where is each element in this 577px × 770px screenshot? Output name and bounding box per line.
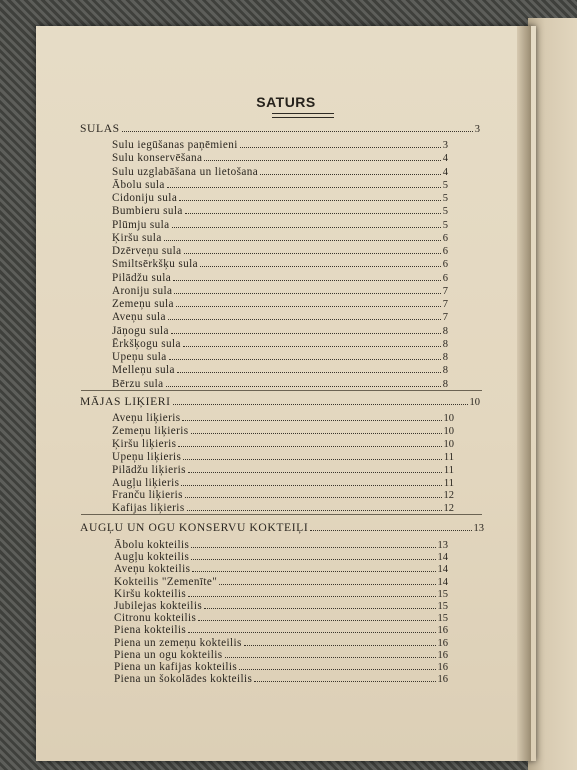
section-separator [81, 514, 482, 515]
dot-leader [198, 619, 435, 621]
dot-leader [185, 496, 442, 498]
entry-label: AUGĻU UN OGU KONSERVU KOKTEIĻI [80, 521, 309, 534]
dot-leader [178, 445, 441, 447]
entry-page-number: 8 [442, 325, 448, 337]
entry-label: Kokteilis "Zemenīte" [114, 575, 218, 588]
entry-label: Ābolu kokteilis [114, 539, 190, 551]
entry-label: Bērzu sula [112, 377, 164, 390]
dot-leader [177, 371, 441, 373]
toc-entry [112, 489, 454, 502]
toc-entry [114, 624, 448, 637]
dot-leader [188, 595, 435, 597]
toc-entry [112, 166, 448, 179]
entry-label: Upeņu liķieris [112, 450, 182, 463]
entry-page-number: 16 [437, 674, 448, 686]
entry-label: Pilādžu sula [112, 271, 172, 284]
book-gutter [517, 26, 531, 761]
entry-page-number: 16 [437, 662, 448, 673]
dot-leader [171, 332, 441, 334]
dot-leader [240, 146, 441, 148]
entry-label: Plūmju sula [112, 218, 170, 231]
entry-label: Aveņu kokteilis [114, 563, 191, 576]
toc-entry [114, 539, 448, 552]
entry-page-number: 11 [443, 451, 454, 463]
entry-page-number: 12 [443, 490, 454, 502]
entry-label: Dzērveņu sula [112, 245, 182, 257]
toc-entry [112, 378, 448, 391]
entry-label: MĀJAS LIĶIERI [80, 395, 171, 408]
toc-entry [112, 139, 448, 152]
dot-leader [179, 199, 441, 201]
entry-label: Piena un ogu kokteilis [114, 648, 223, 661]
entry-page-number: 14 [437, 576, 448, 588]
entry-label: Melleņu sula [112, 364, 175, 377]
dot-leader [172, 226, 441, 228]
toc-entry [112, 325, 448, 338]
entry-label: Piena un kafijas kokteilis [114, 661, 238, 673]
dot-leader [169, 358, 441, 360]
dot-leader [164, 239, 441, 241]
dot-leader [260, 173, 441, 175]
dot-leader [182, 419, 441, 421]
entry-label: Citronu kokteilis [114, 612, 197, 625]
section-heading [80, 396, 480, 409]
toc-entry [112, 464, 454, 477]
dot-leader [191, 558, 435, 560]
toc-entry [112, 311, 448, 324]
book-page [36, 26, 536, 761]
dot-leader [173, 279, 441, 281]
entry-label: Aveņu sula [112, 311, 166, 324]
toc-entry [114, 612, 448, 625]
entry-label: Sulu iegūšanas paņēmieni [112, 139, 238, 151]
entry-label: Zemeņu liķieris [112, 424, 189, 437]
entry-page-number: 11 [443, 464, 454, 476]
entry-label: Ērkšķogu sula [112, 337, 181, 350]
entry-label: Jāņogu sula [112, 324, 169, 337]
dot-leader [254, 680, 435, 682]
dot-leader [174, 292, 440, 294]
entry-page-number: 4 [442, 166, 448, 178]
entry-label: Bumbieru sula [112, 205, 183, 218]
entry-label: Pilādžu liķieris [112, 463, 186, 476]
entry-label: Augļu kokteilis [114, 551, 190, 564]
toc-entry [114, 649, 448, 662]
dot-leader [219, 583, 435, 585]
entry-page-number: 15 [437, 613, 448, 625]
entry-page-number: 7 [442, 312, 448, 324]
entry-label: Upeņu sula [112, 351, 167, 363]
toc-entry [114, 576, 448, 589]
dot-leader [176, 305, 441, 307]
dot-leader [168, 318, 441, 320]
entry-page-number: 5 [442, 179, 448, 191]
toc-entry [114, 673, 448, 686]
entry-page-number: 14 [437, 564, 448, 576]
entry-page-number: 15 [437, 588, 448, 600]
entry-page-number: 10 [443, 413, 454, 424]
toc-entry [112, 285, 448, 298]
toc-entry [112, 351, 448, 364]
toc-entry [112, 477, 454, 490]
toc-entry [112, 338, 448, 351]
toc-entry [112, 272, 448, 285]
dot-leader [192, 570, 435, 572]
toc-entry [112, 179, 448, 192]
entry-page-number: 15 [437, 601, 448, 612]
entry-page-number: 10 [443, 438, 454, 450]
dot-leader [204, 159, 440, 161]
dot-leader [183, 345, 441, 347]
entry-label: Franču liķieris [112, 489, 183, 502]
entry-label: Ķiršu sula [112, 231, 162, 244]
toc-entry [112, 451, 454, 464]
dot-leader [122, 130, 473, 132]
entry-page-number: 5 [442, 206, 448, 218]
entry-page-number: 13 [473, 523, 484, 534]
toc-entry [114, 563, 448, 576]
toc-entry [114, 588, 448, 601]
entry-label: Augļu liķieris [112, 476, 180, 489]
entry-page-number: 6 [442, 259, 448, 271]
entry-label: Sulu uzglabāšana un lietošana [112, 165, 259, 178]
entry-page-number: 3 [442, 140, 448, 151]
toc-entry [112, 298, 448, 311]
entry-label: Piena un zemeņu kokteilis [114, 636, 242, 649]
dot-leader [191, 546, 435, 548]
entry-page-number: 8 [442, 378, 448, 390]
dot-leader [225, 656, 436, 658]
toc-entry [112, 438, 454, 451]
dot-leader [239, 668, 435, 670]
entry-label: Ābolu sula [112, 178, 165, 191]
table-of-contents [36, 26, 536, 761]
dot-leader [200, 265, 441, 267]
entry-page-number: 3 [474, 124, 480, 135]
toc-entry [112, 219, 448, 232]
section-heading [80, 522, 484, 535]
entry-page-number: 4 [442, 153, 448, 165]
entry-page-number: 16 [437, 625, 448, 637]
entry-page-number: 8 [442, 338, 448, 350]
dot-leader [310, 529, 471, 531]
entry-label: Zemeņu sula [112, 298, 174, 310]
toc-entry [112, 192, 448, 205]
entry-page-number: 6 [442, 272, 448, 284]
entry-page-number: 6 [442, 232, 448, 244]
entry-page-number: 11 [443, 477, 454, 489]
entry-label: Sulu konservēšana [112, 152, 203, 165]
entry-label: SULAS [80, 122, 120, 135]
toc-entry [112, 245, 448, 258]
entry-page-number: 14 [437, 552, 448, 564]
dot-leader [188, 471, 442, 473]
entry-label: Smiltsērkšķu sula [112, 258, 199, 271]
entry-label: Ķiršu liķieris [112, 437, 177, 450]
dot-leader [204, 607, 435, 609]
entry-page-number: 5 [442, 219, 448, 231]
toc-entry [112, 425, 454, 438]
section-separator [81, 390, 482, 391]
entry-page-number: 10 [443, 425, 454, 437]
entry-page-number: 8 [442, 352, 448, 363]
entry-label: Kafijas liķieris [112, 502, 185, 515]
dot-leader [183, 458, 442, 460]
dot-leader [184, 252, 441, 254]
dot-leader [187, 509, 442, 511]
section-heading [80, 123, 480, 136]
toc-entry [114, 637, 448, 650]
entry-page-number: 7 [442, 285, 448, 297]
entry-page-number: 13 [437, 540, 448, 551]
entry-label: Cidoniju sula [112, 192, 178, 204]
toc-entry [114, 661, 448, 674]
toc-entry [114, 600, 448, 613]
toc-entry [112, 412, 454, 425]
entry-label: Piena un šokolādes kokteilis [114, 673, 253, 686]
dot-leader [191, 432, 442, 434]
dot-leader [173, 403, 468, 405]
entry-label: Kiršu kokteilis [114, 587, 187, 600]
dot-leader [188, 631, 435, 633]
entry-page-number: 7 [442, 299, 448, 310]
toc-entry [114, 551, 448, 564]
entry-label: Jubilejas kokteilis [114, 600, 203, 612]
entry-label: Aroniju sula [112, 284, 173, 297]
toc-entry [112, 364, 448, 377]
entry-label: Piena kokteilis [114, 624, 187, 637]
entry-page-number: 12 [443, 503, 454, 515]
toc-entry [112, 152, 448, 165]
page-title: SATURS [256, 94, 316, 110]
toc-entry [112, 232, 448, 245]
entry-page-number: 5 [442, 193, 448, 204]
dot-leader [244, 644, 436, 646]
entry-page-number: 10 [469, 397, 480, 408]
dot-leader [181, 484, 441, 486]
entry-page-number: 8 [442, 365, 448, 377]
dot-leader [166, 385, 441, 387]
dot-leader [185, 212, 441, 214]
entry-page-number: 16 [437, 649, 448, 661]
entry-page-number: 6 [442, 246, 448, 257]
dot-leader [167, 186, 441, 188]
toc-entry [112, 205, 448, 218]
entry-page-number: 16 [437, 637, 448, 649]
entry-label: Aveņu liķieris [112, 412, 181, 424]
toc-entry [112, 258, 448, 271]
